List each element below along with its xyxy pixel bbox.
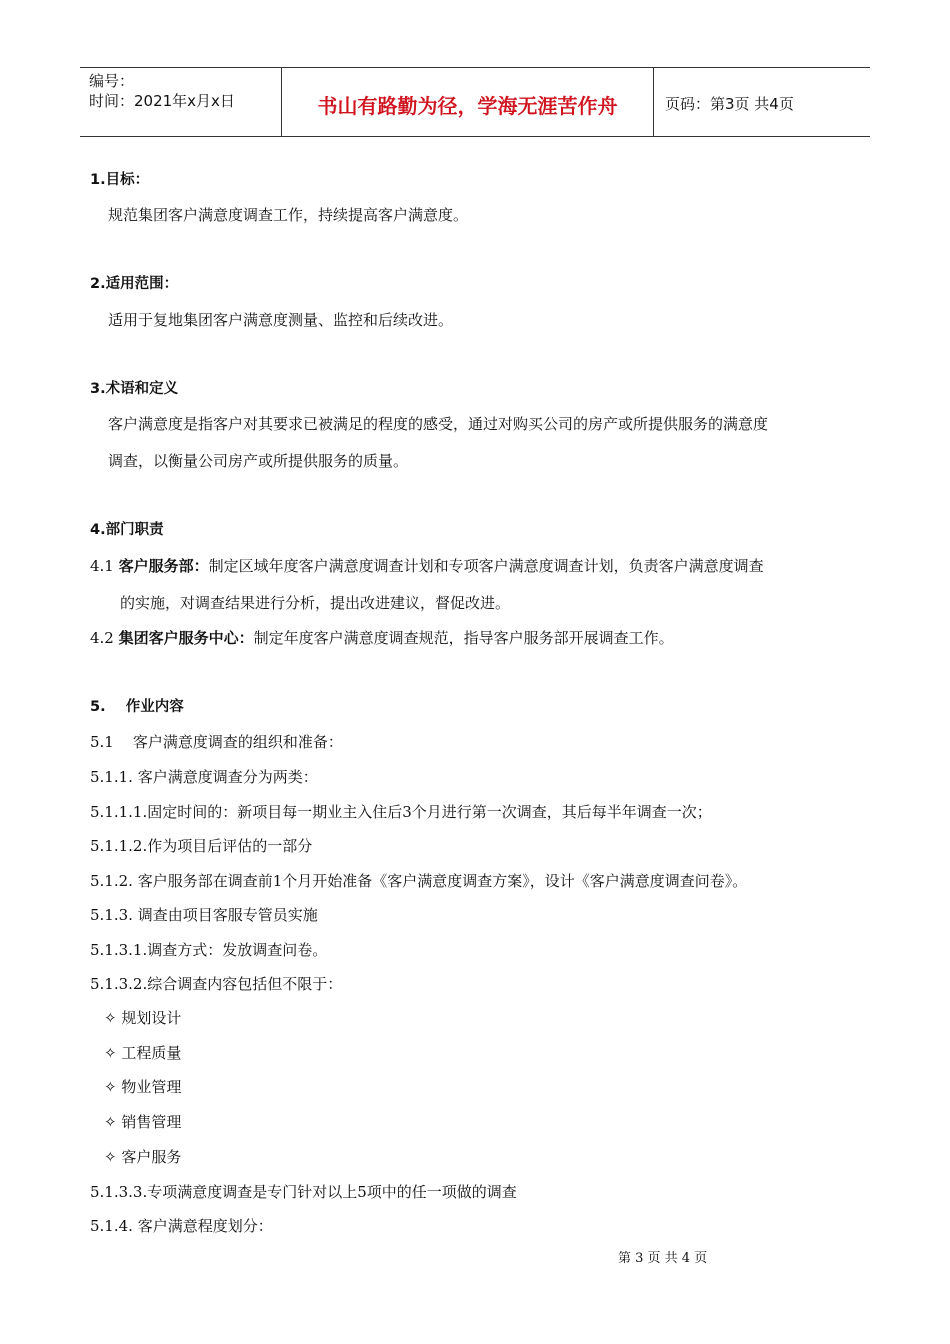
document-header — [80, 67, 870, 137]
section-4-1-term: 客户服务部： — [118, 557, 209, 575]
section-2-body: 适用于复地集团客户满意度测量、监控和后续改进。 — [108, 311, 454, 329]
motto-cell — [281, 68, 654, 136]
section-4-2-term: 集团客户服务中心： — [118, 629, 254, 647]
section-5-1-1-2: 5.1.1.2.作为项目后评估的一部分 — [90, 837, 313, 855]
section-4-2-text: 制定年度客户满意度调查规范，指导客户服务部开展调查工作。 — [253, 629, 674, 647]
bullet-item: ✧ 物业管理 — [104, 1078, 182, 1096]
section-4-1-text: 制定区域年度客户满意度调查计划和专项客户满意度调查计划，负责客户满意度调查 — [208, 557, 764, 575]
page-footer: 第 3 页 共 4 页 — [618, 1251, 708, 1266]
section-4-1-continued: 的实施，对调查结果进行分析，提出改进建议，督促改进。 — [120, 594, 511, 612]
motto-text: 书山有路勤为径，学海无涯苦作舟 — [317, 93, 618, 118]
bullet-item: ✧ 客户服务 — [104, 1148, 182, 1166]
section-4-1 — [90, 556, 764, 576]
bullet-item: ✧ 工程质量 — [104, 1044, 182, 1062]
code-label: 编号： — [89, 72, 135, 90]
section-5-1-1-1: 5.1.1.1.固定时间的：新项目每一期业主入住后3个月进行第一次调查，其后每半年调查一次； — [90, 803, 712, 821]
section-4-1-number: 4.1 — [90, 557, 114, 575]
bullet-item: ✧ 销售管理 — [104, 1113, 182, 1131]
section-5-title: 5. 作业内容 — [90, 699, 184, 715]
section-5-1-4: 5.1.4. 客户满意程度划分： — [90, 1217, 273, 1235]
page-label: 页码：第3页 共4页 — [665, 94, 794, 113]
header-meta-cell — [80, 68, 281, 136]
section-5-1-3-1: 5.1.3.1.调查方式：发放调查问卷。 — [90, 941, 328, 959]
section-5-1-3: 5.1.3. 调查由项目客服专管员实施 — [90, 906, 318, 924]
section-5-1-3-3: 5.1.3.3.专项满意度调查是专门针对以上5项中的任一项做的调查 — [90, 1183, 517, 1201]
section-5-1-1: 5.1.1. 客户满意度调查分为两类： — [90, 768, 318, 786]
section-2-title: 2.适用范围： — [90, 276, 179, 292]
section-5-1-2: 5.1.2. 客户服务部在调查前1个月开始准备《客户满意度调查方案》，设计《客户满意度调查问卷》。 — [90, 872, 748, 890]
page-number-cell — [654, 68, 870, 136]
section-4-2 — [90, 628, 674, 648]
section-3-title: 3.术语和定义 — [90, 381, 179, 397]
section-4-2-number: 4.2 — [90, 629, 114, 647]
section-3-body-line-2: 调查，以衡量公司房产或所提供服务的质量。 — [108, 452, 409, 470]
section-4-title: 4.部门职责 — [90, 522, 164, 538]
section-5-1-3-2: 5.1.3.2.综合调查内容包括但不限于： — [90, 975, 343, 993]
section-1-title: 1.目标： — [90, 172, 150, 188]
section-1-body: 规范集团客户满意度调查工作，持续提高客户满意度。 — [108, 206, 469, 224]
section-5-1: 5.1 客户满意度调查的组织和准备： — [90, 733, 343, 751]
time-label: 时间：2021年x月x日 — [89, 92, 235, 110]
bullet-item: ✧ 规划设计 — [104, 1009, 182, 1027]
section-3-body-line-1: 客户满意度是指客户对其要求已被满足的程度的感受，通过对购买公司的房产或所提供服务的满意度 — [108, 415, 769, 433]
